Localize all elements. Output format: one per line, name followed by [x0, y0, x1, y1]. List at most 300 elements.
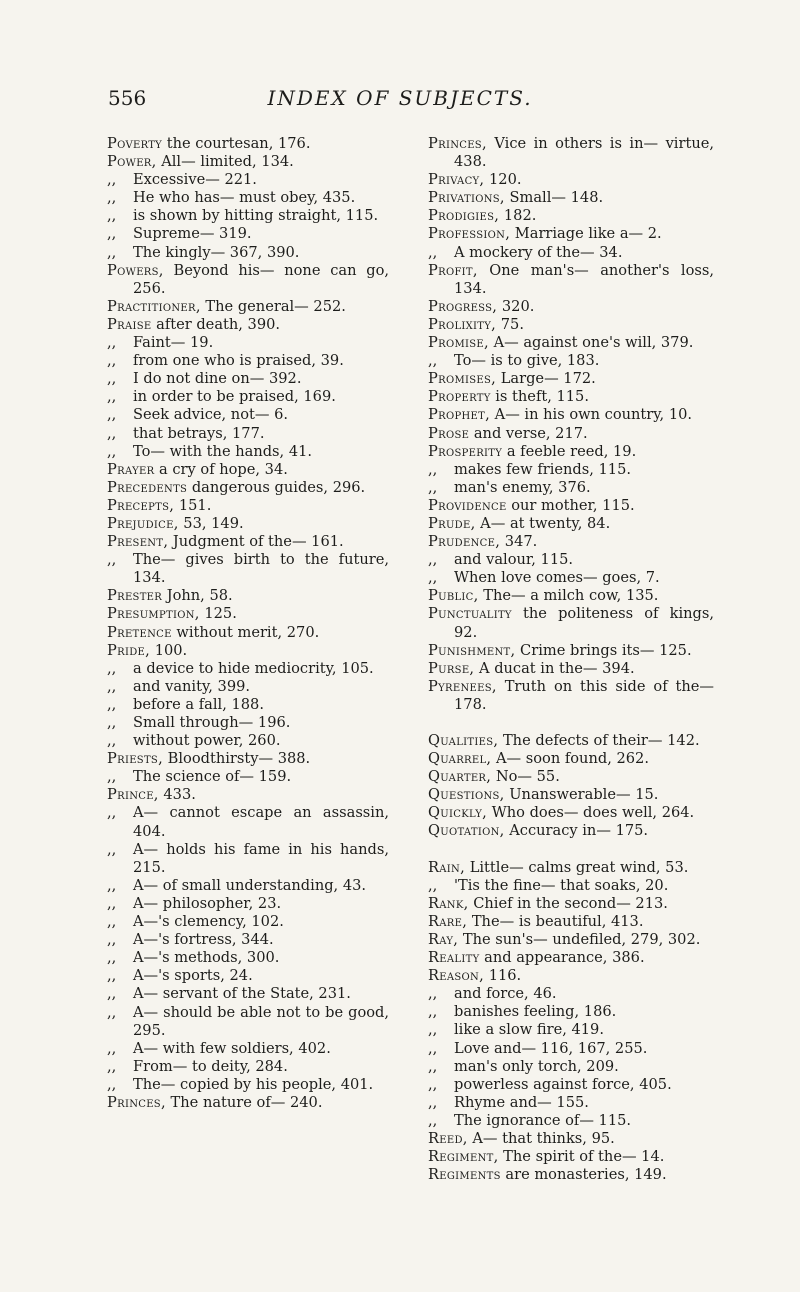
entry-text: Bloodthirsty— 388.: [163, 750, 311, 768]
ditto-mark: ,,: [428, 460, 438, 478]
index-subentry: [107, 985, 389, 1003]
entry-text: 120.: [484, 171, 522, 189]
index-entry: [428, 135, 714, 171]
ditto-mark: ,,: [428, 985, 438, 1003]
index-subentry: [107, 967, 389, 985]
entry-text: Marriage like a— 2.: [510, 225, 662, 243]
entry-headword: Present,: [107, 533, 169, 551]
index-entry: [428, 678, 714, 714]
ditto-mark: ,,: [107, 931, 117, 949]
subentry-text: and valour, 115.: [454, 551, 574, 569]
entry-text: are monasteries, 149.: [500, 1166, 667, 1184]
index-entry: [107, 624, 389, 642]
ditto-mark: ,,: [107, 334, 117, 352]
subentry-text: A mockery of the— 34.: [454, 243, 623, 261]
entry-text: Accuracy in— 175.: [504, 822, 649, 840]
subentry-text: that betrays, 177.: [133, 424, 265, 442]
subentry-text: The— gives birth to the future, 134.: [133, 551, 389, 587]
subentry-text: I do not dine on— 392.: [133, 370, 302, 388]
subentry-text: A— philosopher, 23.: [133, 894, 282, 912]
subentry-text: is shown by hitting straight, 115.: [133, 207, 379, 225]
index-subentry: [107, 406, 389, 424]
index-entry: [428, 895, 714, 913]
entry-headword: Prejudice,: [107, 514, 179, 532]
index-subentry: [428, 1094, 714, 1112]
index-entry: [428, 207, 714, 225]
entry-headword: Reed,: [428, 1129, 468, 1147]
ditto-mark: ,,: [107, 659, 117, 677]
entry-text: a feeble reed, 19.: [502, 442, 637, 460]
running-title: INDEX OF SUBJECTS.: [267, 86, 533, 110]
index-entry: [428, 732, 714, 750]
ditto-mark: ,,: [107, 840, 117, 858]
section-gap: [428, 841, 714, 859]
subentry-text: 'Tis the fine— that soaks, 20.: [454, 876, 669, 894]
ditto-mark: ,,: [107, 894, 117, 912]
entry-headword: Prophet,: [428, 406, 491, 424]
index-subentry: [107, 1058, 389, 1076]
ditto-mark: ,,: [107, 551, 117, 569]
subentry-text: like a slow fire, 419.: [454, 1021, 604, 1039]
index-subentry: [107, 696, 389, 714]
entry-text: Judgment of the— 161.: [168, 533, 344, 551]
index-subentry: [107, 225, 389, 243]
entry-text: The sun's— undefiled, 279, 302.: [458, 930, 701, 948]
entry-text: Crime brings its— 125.: [515, 641, 692, 659]
entry-text: Unanswerable— 15.: [504, 786, 659, 804]
entry-headword: Precepts,: [107, 496, 175, 514]
index-subentry: [428, 479, 714, 497]
subentry-text: from one who is praised, 39.: [133, 352, 344, 370]
ditto-mark: ,,: [107, 1003, 117, 1021]
subentry-text: Seek advice, not— 6.: [133, 406, 289, 424]
index-entry: [428, 1148, 714, 1166]
entry-headword: Poverty: [107, 135, 163, 152]
entry-text: A— in his own country, 10.: [490, 406, 693, 424]
subentry-text: From— to deity, 284.: [133, 1057, 288, 1075]
entry-text: A— that thinks, 95.: [467, 1129, 615, 1147]
index-entry: [107, 479, 389, 497]
index-subentry: [107, 804, 389, 840]
subentry-text: A— of small understanding, 43.: [133, 876, 367, 894]
entry-headword: Prayer: [107, 460, 155, 478]
subentry-text: A— servant of the State, 231.: [133, 985, 351, 1003]
index-entry: [428, 804, 714, 822]
entry-headword: Punishment,: [428, 641, 516, 659]
left-index-column: [107, 135, 389, 1112]
subentry-text: A—'s fortress, 344.: [133, 931, 274, 949]
ditto-mark: ,,: [428, 876, 438, 894]
entry-headword: Profit,: [428, 261, 478, 279]
subentry-text: a device to hide mediocrity, 105.: [133, 659, 374, 677]
entry-headword: Questions,: [428, 786, 505, 804]
entry-text: A ducat in the— 394.: [474, 659, 635, 677]
index-entry: [428, 859, 714, 877]
index-entry: [107, 1094, 389, 1112]
entry-text: 347.: [500, 533, 538, 551]
entry-headword: Purse,: [428, 659, 475, 677]
entry-headword: Quotation,: [428, 822, 505, 840]
index-subentry: [107, 207, 389, 225]
index-entry: [107, 497, 389, 515]
entry-headword: Presumption,: [107, 605, 200, 623]
subentry-text: A— cannot escape an assassin, 404.: [133, 804, 389, 840]
index-subentry: [107, 388, 389, 406]
index-entry: [428, 406, 714, 424]
entry-text: Large— 172.: [496, 370, 596, 388]
ditto-mark: ,,: [428, 1111, 438, 1129]
ditto-mark: ,,: [428, 569, 438, 587]
index-subentry: [107, 171, 389, 189]
ditto-mark: ,,: [107, 1039, 117, 1057]
index-subentry: [428, 569, 714, 587]
ditto-mark: ,,: [107, 804, 117, 822]
index-entry: [107, 461, 389, 479]
entry-headword: Promise,: [428, 334, 489, 352]
index-subentry: [107, 1004, 389, 1040]
ditto-mark: ,,: [107, 695, 117, 713]
index-entry: [428, 370, 714, 388]
index-entry: [428, 587, 714, 605]
subentry-text: man's enemy, 376.: [454, 478, 591, 496]
entry-text: A— soon found, 262.: [491, 750, 649, 768]
index-subentry: [107, 334, 389, 352]
entry-headword: Providence: [428, 496, 507, 514]
entry-headword: Ray,: [428, 930, 459, 948]
entry-text: 75.: [496, 315, 524, 333]
index-entry: [428, 425, 714, 443]
entry-headword: Punctuality: [428, 605, 512, 623]
subentry-text: The kingly— 367, 390.: [133, 243, 300, 261]
index-subentry: [107, 1076, 389, 1094]
entry-text: 433.: [158, 786, 196, 804]
subentry-text: When love comes— goes, 7.: [454, 569, 660, 587]
entry-text: The general— 252.: [200, 297, 346, 315]
entry-headword: Power,: [107, 153, 157, 171]
entry-headword: Prodigies,: [428, 207, 500, 225]
ditto-mark: ,,: [107, 949, 117, 967]
subentry-text: makes few friends, 115.: [454, 460, 631, 478]
entry-headword: Prude,: [428, 514, 476, 532]
index-entry: [428, 443, 714, 461]
subentry-text: man's only torch, 209.: [454, 1057, 619, 1075]
entry-headword: Qualities,: [428, 732, 499, 749]
index-entry: [107, 262, 389, 298]
entry-text: dangerous guides, 296.: [187, 478, 366, 496]
ditto-mark: ,,: [107, 424, 117, 442]
entry-headword: Rain,: [428, 858, 466, 876]
index-entry: [428, 189, 714, 207]
ditto-mark: ,,: [428, 1039, 438, 1057]
entry-text: The— a milch cow, 135.: [478, 587, 659, 605]
subentry-text: Small through— 196.: [133, 714, 291, 731]
index-entry: [428, 298, 714, 316]
subentry-text: Rhyme and— 155.: [454, 1093, 589, 1111]
subentry-text: A—'s methods, 300.: [133, 949, 280, 967]
entry-headword: Pyrenees,: [428, 677, 497, 695]
index-subentry: [107, 370, 389, 388]
entry-text: 320.: [497, 297, 535, 315]
entry-headword: Prudence,: [428, 533, 501, 551]
running-header: [0, 86, 800, 122]
entry-text: and appearance, 386.: [479, 949, 645, 967]
entry-headword: Priests,: [107, 750, 164, 768]
entry-headword: Princes,: [107, 1093, 166, 1111]
index-entry: [428, 533, 714, 551]
page-number: 556: [108, 86, 147, 110]
index-subentry: [428, 1058, 714, 1076]
ditto-mark: ,,: [107, 714, 117, 731]
entry-headword: Privations,: [428, 189, 505, 207]
entry-text: Small— 148.: [504, 189, 604, 207]
ditto-mark: ,,: [107, 1057, 117, 1075]
entry-text: 116.: [484, 967, 522, 985]
ditto-mark: ,,: [428, 1093, 438, 1111]
index-subentry: [428, 1112, 714, 1130]
index-entry: [428, 1130, 714, 1148]
entry-headword: Profession,: [428, 225, 511, 243]
ditto-mark: ,,: [107, 189, 117, 207]
entry-text: 151.: [174, 496, 212, 514]
section-gap: [428, 714, 714, 732]
subentry-text: To— is to give, 183.: [454, 352, 600, 370]
entry-headword: Privacy,: [428, 171, 485, 189]
entry-headword: Quickly,: [428, 804, 488, 822]
index-entry: [107, 786, 389, 804]
index-subentry: [107, 189, 389, 207]
ditto-mark: ,,: [107, 1075, 117, 1093]
entry-headword: Practitioner,: [107, 297, 201, 315]
ditto-mark: ,,: [107, 225, 117, 243]
subentry-text: banishes feeling, 186.: [454, 1003, 617, 1021]
subentry-text: Love and— 116, 167, 255.: [454, 1039, 648, 1057]
index-entry: [428, 334, 714, 352]
entry-text: Vice in others is in— virtue, 438.: [454, 135, 714, 171]
entry-text: One man's— another's loss, 134.: [454, 261, 714, 297]
ditto-mark: ,,: [107, 876, 117, 894]
index-entry: [107, 605, 389, 623]
index-subentry: [107, 877, 389, 895]
subentry-text: A— with few soldiers, 402.: [133, 1039, 331, 1057]
entry-headword: Prince,: [107, 786, 159, 804]
entry-headword: Pretence: [107, 623, 172, 641]
index-entry: [107, 515, 389, 533]
subentry-text: before a fall, 188.: [133, 695, 264, 713]
subentry-text: A— holds his fame in his hands, 215.: [133, 840, 389, 876]
entry-text: 125.: [199, 605, 237, 623]
index-subentry: [428, 1003, 714, 1021]
index-entry: [107, 533, 389, 551]
entry-headword: Public,: [428, 587, 479, 605]
index-subentry: [428, 551, 714, 569]
ditto-mark: ,,: [428, 1003, 438, 1021]
entry-text: is theft, 115.: [490, 388, 589, 406]
entry-headword: Progress,: [428, 297, 498, 315]
index-entry: [107, 316, 389, 334]
ditto-mark: ,,: [107, 388, 117, 406]
entry-headword: Prolixity,: [428, 315, 497, 333]
entry-headword: Regiment,: [428, 1148, 499, 1166]
entry-headword: Reality: [428, 949, 480, 967]
index-subentry: [107, 1040, 389, 1058]
subentry-text: He who has— must obey, 435.: [133, 189, 356, 207]
subentry-text: Faint— 19.: [133, 334, 214, 352]
index-entry: [428, 1166, 714, 1184]
index-subentry: [107, 841, 389, 877]
ditto-mark: ,,: [107, 406, 117, 424]
ditto-mark: ,,: [107, 768, 117, 786]
index-subentry: [107, 732, 389, 750]
entry-text: Truth on this side of the— 178.: [454, 677, 714, 713]
index-entry: [107, 135, 389, 153]
index-entry: [107, 587, 389, 605]
index-entry: [428, 786, 714, 804]
entry-text: Beyond his— none can go, 256.: [133, 261, 389, 297]
index-entry: [428, 660, 714, 678]
entry-text: All— limited, 134.: [156, 153, 294, 171]
entry-text: 100.: [150, 641, 188, 659]
entry-text: A— at twenty, 84.: [475, 514, 611, 532]
index-entry: [428, 768, 714, 786]
entry-headword: Praise: [107, 315, 152, 333]
entry-headword: Rank,: [428, 894, 469, 912]
entry-headword: Powers,: [107, 261, 164, 279]
index-subentry: [107, 660, 389, 678]
ditto-mark: ,,: [107, 171, 117, 189]
index-subentry: [428, 877, 714, 895]
subentry-text: A—'s sports, 24.: [133, 967, 253, 985]
index-subentry: [107, 244, 389, 262]
index-entry: [428, 316, 714, 334]
entry-text: Who does— does well, 264.: [487, 804, 695, 822]
right-index-column: [428, 135, 714, 1184]
index-entry: [107, 153, 389, 171]
subentry-text: Supreme— 319.: [133, 225, 252, 243]
entry-text: the politeness of kings, 92.: [454, 605, 714, 641]
entry-text: 53, 149.: [178, 514, 244, 532]
subentry-text: The ignorance of— 115.: [454, 1111, 632, 1129]
index-entry: [428, 515, 714, 533]
index-subentry: [107, 913, 389, 931]
entry-headword: Quarrel,: [428, 750, 492, 768]
entry-headword: Prose: [428, 424, 470, 442]
index-entry: [428, 605, 714, 641]
index-subentry: [428, 352, 714, 370]
entry-text: a cry of hope, 34.: [154, 460, 288, 478]
index-entry: [428, 497, 714, 515]
subentry-text: without power, 260.: [133, 732, 281, 750]
index-entry: [428, 642, 714, 660]
index-subentry: [107, 714, 389, 732]
subentry-text: The science of— 159.: [133, 768, 292, 786]
index-subentry: [428, 1021, 714, 1039]
entry-headword: Regiments: [428, 1166, 501, 1184]
ditto-mark: ,,: [428, 243, 438, 261]
entry-headword: Promises,: [428, 370, 497, 388]
entry-headword: Rare,: [428, 912, 468, 930]
index-subentry: [107, 768, 389, 786]
entry-text: The nature of— 240.: [165, 1093, 323, 1111]
ditto-mark: ,,: [107, 370, 117, 388]
entry-text: No— 55.: [491, 768, 560, 786]
index-entry: [428, 750, 714, 768]
index-entry: [428, 931, 714, 949]
ditto-mark: ,,: [428, 478, 438, 496]
ditto-mark: ,,: [107, 967, 117, 985]
subentry-text: The— copied by his people, 401.: [133, 1075, 374, 1093]
subentry-text: and force, 46.: [454, 985, 557, 1003]
ditto-mark: ,,: [107, 442, 117, 460]
subentry-text: Excessive— 221.: [133, 171, 257, 189]
index-entry: [428, 949, 714, 967]
entry-headword: Pride,: [107, 641, 151, 659]
entry-text: and verse, 217.: [469, 424, 588, 442]
ditto-mark: ,,: [107, 243, 117, 261]
index-subentry: [428, 1040, 714, 1058]
entry-headword: Prester: [107, 587, 163, 605]
index-subentry: [428, 985, 714, 1003]
index-entry: [107, 750, 389, 768]
entry-text: John, 58.: [162, 587, 233, 605]
entry-text: after death, 390.: [151, 315, 281, 333]
subentry-text: A—'s clemency, 102.: [133, 913, 284, 931]
index-entry: [428, 171, 714, 189]
entry-text: the courtesan, 176.: [162, 135, 311, 152]
index-entry: [428, 225, 714, 243]
index-subentry: [428, 244, 714, 262]
index-entry: [428, 262, 714, 298]
ditto-mark: ,,: [428, 1057, 438, 1075]
ditto-mark: ,,: [107, 352, 117, 370]
entry-headword: Reason,: [428, 967, 485, 985]
index-entry: [428, 822, 714, 840]
ditto-mark: ,,: [428, 1021, 438, 1039]
index-subentry: [107, 678, 389, 696]
entry-text: The defects of their— 142.: [498, 732, 700, 749]
entry-text: A— against one's will, 379.: [488, 334, 694, 352]
ditto-mark: ,,: [107, 677, 117, 695]
entry-text: 182.: [499, 207, 537, 225]
index-entry: [428, 967, 714, 985]
subentry-text: in order to be praised, 169.: [133, 388, 336, 406]
ditto-mark: ,,: [107, 732, 117, 750]
subentry-text: To— with the hands, 41.: [133, 442, 313, 460]
index-subentry: [107, 425, 389, 443]
index-entry: [107, 642, 389, 660]
index-subentry: [107, 895, 389, 913]
index-subentry: [107, 551, 389, 587]
entry-headword: Quarter,: [428, 768, 492, 786]
index-subentry: [107, 949, 389, 967]
entry-text: without merit, 270.: [171, 623, 320, 641]
subentry-text: powerless against force, 405.: [454, 1075, 672, 1093]
ditto-mark: ,,: [107, 985, 117, 1003]
ditto-mark: ,,: [428, 352, 438, 370]
index-entry: [107, 298, 389, 316]
entry-headword: Precedents: [107, 478, 188, 496]
entry-headword: Prosperity: [428, 442, 503, 460]
ditto-mark: ,,: [107, 913, 117, 931]
ditto-mark: ,,: [428, 551, 438, 569]
index-subentry: [428, 1076, 714, 1094]
ditto-mark: ,,: [428, 1075, 438, 1093]
entry-headword: Princes,: [428, 135, 487, 152]
entry-text: Chief in the second— 213.: [468, 894, 668, 912]
index-entry: [428, 388, 714, 406]
subentry-text: A— should be able not to be good, 295.: [133, 1003, 389, 1039]
entry-text: The spirit of the— 14.: [498, 1148, 665, 1166]
index-subentry: [428, 461, 714, 479]
